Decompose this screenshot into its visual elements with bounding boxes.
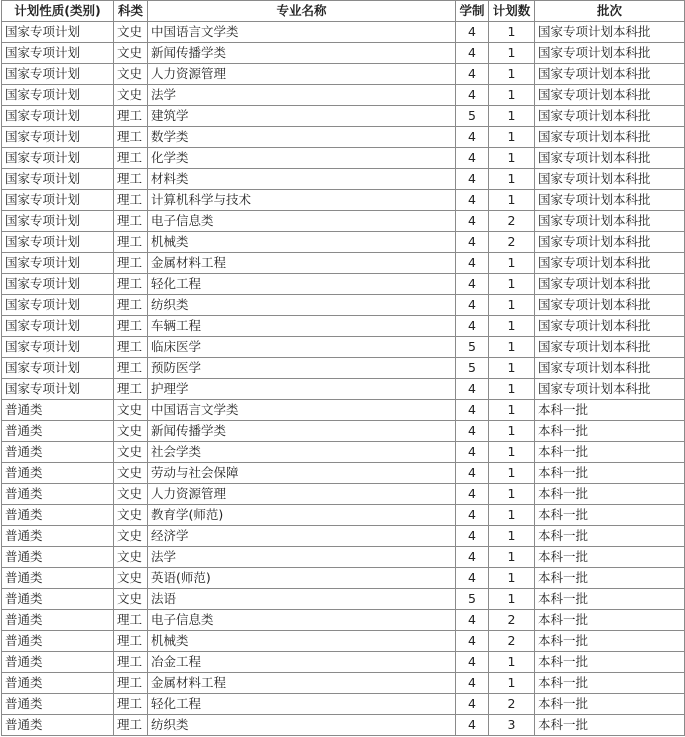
quota-cell: 1: [489, 379, 535, 400]
batch-cell: 本科一批: [535, 631, 685, 652]
duration-cell: 5: [456, 358, 489, 379]
duration-cell: 4: [456, 169, 489, 190]
major-name-cell: 材料类: [148, 169, 456, 190]
batch-cell: 本科一批: [535, 610, 685, 631]
plan-type-cell: 国家专项计划: [2, 22, 114, 43]
major-name-cell: 车辆工程: [148, 316, 456, 337]
quota-cell: 1: [489, 442, 535, 463]
quota-cell: 1: [489, 148, 535, 169]
major-name-cell: 社会学类: [148, 442, 456, 463]
quota-cell: 1: [489, 652, 535, 673]
quota-cell: 1: [489, 316, 535, 337]
plan-type-cell: 普通类: [2, 442, 114, 463]
quota-cell: 1: [489, 358, 535, 379]
table-row: [2, 400, 685, 421]
table-row: [2, 148, 685, 169]
major-name-cell: 纺织类: [148, 715, 456, 736]
plan-type-cell: 普通类: [2, 400, 114, 421]
duration-cell: 4: [456, 631, 489, 652]
quota-cell: 1: [489, 274, 535, 295]
duration-cell: 4: [456, 442, 489, 463]
batch-cell: 国家专项计划本科批: [535, 316, 685, 337]
duration-cell: 4: [456, 22, 489, 43]
batch-cell: 本科一批: [535, 547, 685, 568]
major-name-cell: 新闻传播学类: [148, 43, 456, 64]
duration-cell: 4: [456, 211, 489, 232]
duration-cell: 4: [456, 421, 489, 442]
duration-cell: 4: [456, 610, 489, 631]
major-name-cell: 护理学: [148, 379, 456, 400]
duration-cell: 5: [456, 106, 489, 127]
plan-type-cell: 普通类: [2, 694, 114, 715]
table-row: [2, 295, 685, 316]
batch-cell: 国家专项计划本科批: [535, 379, 685, 400]
subject-category-cell: 理工: [114, 274, 148, 295]
table-row: [2, 337, 685, 358]
major-name-cell: 轻化工程: [148, 694, 456, 715]
plan-type-cell: 普通类: [2, 526, 114, 547]
batch-cell: 国家专项计划本科批: [535, 106, 685, 127]
table-row: [2, 106, 685, 127]
header-major-name: 专业名称: [148, 1, 456, 22]
batch-cell: 国家专项计划本科批: [535, 232, 685, 253]
plan-type-cell: 国家专项计划: [2, 106, 114, 127]
header-plan-type: 计划性质(类别): [2, 1, 114, 22]
plan-type-cell: 普通类: [2, 631, 114, 652]
duration-cell: 4: [456, 316, 489, 337]
quota-cell: 2: [489, 694, 535, 715]
subject-category-cell: 文史: [114, 421, 148, 442]
batch-cell: 本科一批: [535, 568, 685, 589]
quota-cell: 1: [489, 673, 535, 694]
subject-category-cell: 文史: [114, 400, 148, 421]
subject-category-cell: 文史: [114, 589, 148, 610]
batch-cell: 本科一批: [535, 400, 685, 421]
quota-cell: 1: [489, 22, 535, 43]
header-duration: 学制: [456, 1, 489, 22]
major-name-cell: 电子信息类: [148, 211, 456, 232]
quota-cell: 1: [489, 568, 535, 589]
duration-cell: 4: [456, 694, 489, 715]
table-body: [2, 22, 685, 736]
batch-cell: 本科一批: [535, 505, 685, 526]
plan-type-cell: 普通类: [2, 652, 114, 673]
duration-cell: 4: [456, 463, 489, 484]
table-row: [2, 526, 685, 547]
subject-category-cell: 理工: [114, 337, 148, 358]
major-name-cell: 法学: [148, 85, 456, 106]
batch-cell: 国家专项计划本科批: [535, 85, 685, 106]
major-name-cell: 教育学(师范): [148, 505, 456, 526]
duration-cell: 4: [456, 526, 489, 547]
major-name-cell: 法学: [148, 547, 456, 568]
table-row: [2, 673, 685, 694]
duration-cell: 4: [456, 64, 489, 85]
table-row: [2, 379, 685, 400]
table-row: [2, 568, 685, 589]
subject-category-cell: 文史: [114, 568, 148, 589]
batch-cell: 国家专项计划本科批: [535, 211, 685, 232]
subject-category-cell: 文史: [114, 442, 148, 463]
subject-category-cell: 理工: [114, 694, 148, 715]
quota-cell: 1: [489, 43, 535, 64]
subject-category-cell: 文史: [114, 85, 148, 106]
major-name-cell: 电子信息类: [148, 610, 456, 631]
major-name-cell: 机械类: [148, 232, 456, 253]
duration-cell: 4: [456, 274, 489, 295]
duration-cell: 4: [456, 148, 489, 169]
subject-category-cell: 理工: [114, 715, 148, 736]
major-name-cell: 预防医学: [148, 358, 456, 379]
batch-cell: 国家专项计划本科批: [535, 190, 685, 211]
subject-category-cell: 文史: [114, 463, 148, 484]
duration-cell: 4: [456, 190, 489, 211]
subject-category-cell: 文史: [114, 484, 148, 505]
table-row: [2, 232, 685, 253]
quota-cell: 1: [489, 484, 535, 505]
major-name-cell: 人力资源管理: [148, 484, 456, 505]
plan-type-cell: 国家专项计划: [2, 379, 114, 400]
table-row: [2, 652, 685, 673]
table-row: [2, 190, 685, 211]
major-name-cell: 计算机科学与技术: [148, 190, 456, 211]
duration-cell: 4: [456, 673, 489, 694]
plan-type-cell: 国家专项计划: [2, 316, 114, 337]
table-row: [2, 358, 685, 379]
subject-category-cell: 理工: [114, 253, 148, 274]
major-name-cell: 英语(师范): [148, 568, 456, 589]
table-row: [2, 22, 685, 43]
batch-cell: 国家专项计划本科批: [535, 295, 685, 316]
quota-cell: 2: [489, 631, 535, 652]
enrollment-plan-table-container: [1, 0, 685, 736]
major-name-cell: 临床医学: [148, 337, 456, 358]
duration-cell: 5: [456, 337, 489, 358]
table-row: [2, 694, 685, 715]
batch-cell: 本科一批: [535, 589, 685, 610]
batch-cell: 国家专项计划本科批: [535, 169, 685, 190]
major-name-cell: 建筑学: [148, 106, 456, 127]
subject-category-cell: 文史: [114, 22, 148, 43]
duration-cell: 4: [456, 253, 489, 274]
duration-cell: 4: [456, 400, 489, 421]
batch-cell: 本科一批: [535, 715, 685, 736]
plan-type-cell: 普通类: [2, 610, 114, 631]
plan-type-cell: 普通类: [2, 421, 114, 442]
quota-cell: 2: [489, 211, 535, 232]
quota-cell: 1: [489, 106, 535, 127]
quota-cell: 2: [489, 232, 535, 253]
table-header-row: [2, 1, 685, 22]
duration-cell: 4: [456, 232, 489, 253]
batch-cell: 本科一批: [535, 526, 685, 547]
major-name-cell: 化学类: [148, 148, 456, 169]
table-row: [2, 442, 685, 463]
quota-cell: 2: [489, 610, 535, 631]
table-row: [2, 64, 685, 85]
plan-type-cell: 普通类: [2, 673, 114, 694]
duration-cell: 5: [456, 589, 489, 610]
batch-cell: 国家专项计划本科批: [535, 127, 685, 148]
quota-cell: 1: [489, 400, 535, 421]
subject-category-cell: 文史: [114, 64, 148, 85]
duration-cell: 4: [456, 568, 489, 589]
table-row: [2, 274, 685, 295]
batch-cell: 本科一批: [535, 442, 685, 463]
subject-category-cell: 文史: [114, 505, 148, 526]
duration-cell: 4: [456, 547, 489, 568]
batch-cell: 本科一批: [535, 694, 685, 715]
table-row: [2, 211, 685, 232]
table-row: [2, 127, 685, 148]
subject-category-cell: 理工: [114, 148, 148, 169]
plan-type-cell: 国家专项计划: [2, 232, 114, 253]
enrollment-plan-table: [1, 0, 685, 736]
subject-category-cell: 文史: [114, 526, 148, 547]
subject-category-cell: 理工: [114, 652, 148, 673]
batch-cell: 本科一批: [535, 484, 685, 505]
plan-type-cell: 国家专项计划: [2, 253, 114, 274]
duration-cell: 4: [456, 295, 489, 316]
duration-cell: 4: [456, 43, 489, 64]
plan-type-cell: 普通类: [2, 715, 114, 736]
batch-cell: 国家专项计划本科批: [535, 253, 685, 274]
major-name-cell: 金属材料工程: [148, 673, 456, 694]
quota-cell: 1: [489, 127, 535, 148]
quota-cell: 1: [489, 337, 535, 358]
duration-cell: 4: [456, 127, 489, 148]
plan-type-cell: 国家专项计划: [2, 127, 114, 148]
subject-category-cell: 理工: [114, 106, 148, 127]
plan-type-cell: 普通类: [2, 463, 114, 484]
subject-category-cell: 理工: [114, 295, 148, 316]
table-row: [2, 43, 685, 64]
batch-cell: 本科一批: [535, 673, 685, 694]
duration-cell: 4: [456, 85, 489, 106]
major-name-cell: 法语: [148, 589, 456, 610]
plan-type-cell: 国家专项计划: [2, 169, 114, 190]
subject-category-cell: 理工: [114, 316, 148, 337]
major-name-cell: 数学类: [148, 127, 456, 148]
subject-category-cell: 理工: [114, 211, 148, 232]
major-name-cell: 中国语言文学类: [148, 400, 456, 421]
plan-type-cell: 普通类: [2, 484, 114, 505]
subject-category-cell: 文史: [114, 43, 148, 64]
duration-cell: 4: [456, 379, 489, 400]
quota-cell: 1: [489, 253, 535, 274]
batch-cell: 国家专项计划本科批: [535, 274, 685, 295]
subject-category-cell: 理工: [114, 610, 148, 631]
batch-cell: 国家专项计划本科批: [535, 64, 685, 85]
table-row: [2, 715, 685, 736]
plan-type-cell: 国家专项计划: [2, 358, 114, 379]
table-row: [2, 505, 685, 526]
batch-cell: 国家专项计划本科批: [535, 358, 685, 379]
subject-category-cell: 理工: [114, 358, 148, 379]
batch-cell: 国家专项计划本科批: [535, 337, 685, 358]
plan-type-cell: 普通类: [2, 568, 114, 589]
subject-category-cell: 理工: [114, 379, 148, 400]
duration-cell: 4: [456, 484, 489, 505]
plan-type-cell: 国家专项计划: [2, 43, 114, 64]
major-name-cell: 劳动与社会保障: [148, 463, 456, 484]
major-name-cell: 金属材料工程: [148, 253, 456, 274]
plan-type-cell: 国家专项计划: [2, 190, 114, 211]
duration-cell: 4: [456, 652, 489, 673]
plan-type-cell: 国家专项计划: [2, 85, 114, 106]
table-row: [2, 589, 685, 610]
batch-cell: 本科一批: [535, 652, 685, 673]
major-name-cell: 轻化工程: [148, 274, 456, 295]
quota-cell: 1: [489, 295, 535, 316]
quota-cell: 1: [489, 547, 535, 568]
quota-cell: 1: [489, 190, 535, 211]
major-name-cell: 新闻传播学类: [148, 421, 456, 442]
table-row: [2, 421, 685, 442]
table-row: [2, 631, 685, 652]
table-row: [2, 547, 685, 568]
table-row: [2, 484, 685, 505]
plan-type-cell: 普通类: [2, 589, 114, 610]
quota-cell: 1: [489, 85, 535, 106]
major-name-cell: 冶金工程: [148, 652, 456, 673]
plan-type-cell: 普通类: [2, 505, 114, 526]
quota-cell: 1: [489, 421, 535, 442]
major-name-cell: 纺织类: [148, 295, 456, 316]
table-row: [2, 463, 685, 484]
quota-cell: 1: [489, 463, 535, 484]
batch-cell: 本科一批: [535, 463, 685, 484]
subject-category-cell: 理工: [114, 232, 148, 253]
quota-cell: 1: [489, 64, 535, 85]
batch-cell: 国家专项计划本科批: [535, 22, 685, 43]
plan-type-cell: 国家专项计划: [2, 337, 114, 358]
subject-category-cell: 理工: [114, 190, 148, 211]
table-row: [2, 85, 685, 106]
plan-type-cell: 国家专项计划: [2, 64, 114, 85]
header-batch: 批次: [535, 1, 685, 22]
quota-cell: 1: [489, 505, 535, 526]
quota-cell: 1: [489, 589, 535, 610]
duration-cell: 4: [456, 715, 489, 736]
plan-type-cell: 普通类: [2, 547, 114, 568]
table-row: [2, 316, 685, 337]
major-name-cell: 人力资源管理: [148, 64, 456, 85]
plan-type-cell: 国家专项计划: [2, 274, 114, 295]
header-subject-category: 科类: [114, 1, 148, 22]
major-name-cell: 经济学: [148, 526, 456, 547]
table-row: [2, 610, 685, 631]
table-row: [2, 253, 685, 274]
batch-cell: 国家专项计划本科批: [535, 43, 685, 64]
subject-category-cell: 理工: [114, 673, 148, 694]
plan-type-cell: 国家专项计划: [2, 211, 114, 232]
duration-cell: 4: [456, 505, 489, 526]
subject-category-cell: 文史: [114, 547, 148, 568]
subject-category-cell: 理工: [114, 169, 148, 190]
subject-category-cell: 理工: [114, 631, 148, 652]
quota-cell: 1: [489, 526, 535, 547]
batch-cell: 国家专项计划本科批: [535, 148, 685, 169]
header-quota: 计划数: [489, 1, 535, 22]
major-name-cell: 机械类: [148, 631, 456, 652]
batch-cell: 本科一批: [535, 421, 685, 442]
plan-type-cell: 国家专项计划: [2, 295, 114, 316]
subject-category-cell: 理工: [114, 127, 148, 148]
major-name-cell: 中国语言文学类: [148, 22, 456, 43]
quota-cell: 1: [489, 169, 535, 190]
plan-type-cell: 国家专项计划: [2, 148, 114, 169]
table-row: [2, 169, 685, 190]
quota-cell: 3: [489, 715, 535, 736]
